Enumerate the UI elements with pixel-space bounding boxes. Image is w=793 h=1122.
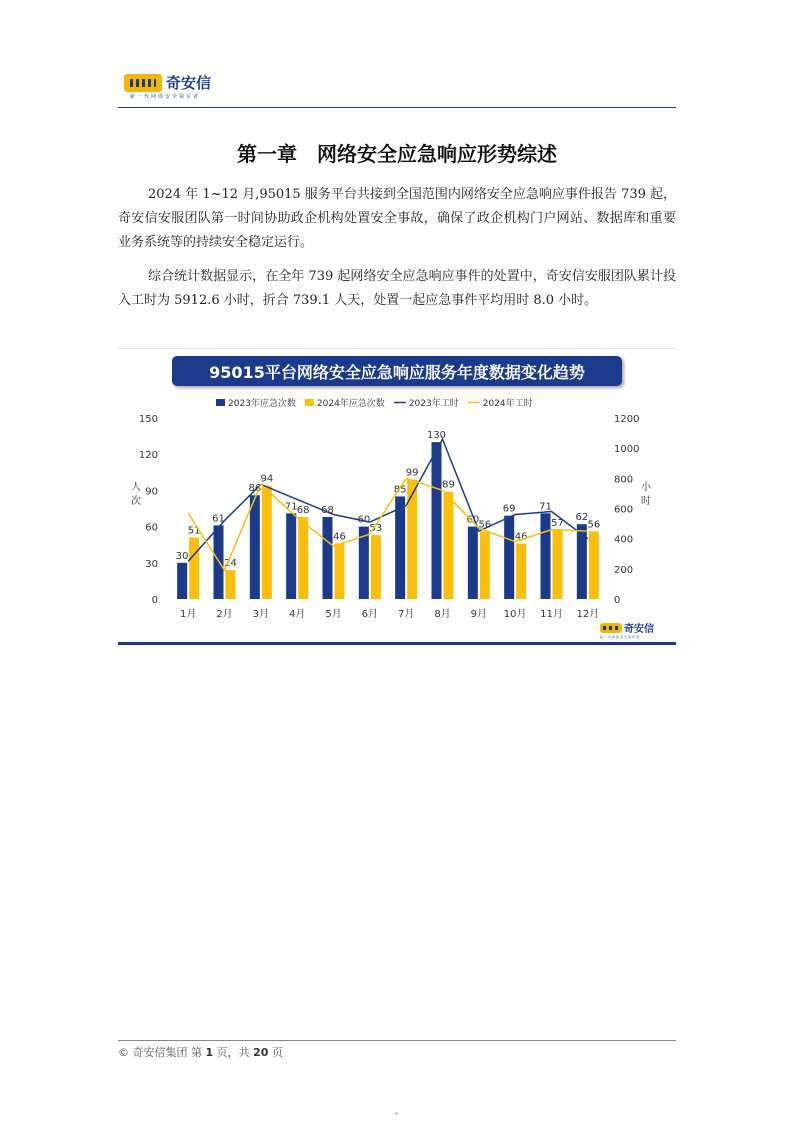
y-left-tick: 60 <box>145 522 158 534</box>
bar-2023 <box>577 524 587 599</box>
chart-area <box>118 392 676 628</box>
bar-value-label: 62 <box>575 512 589 524</box>
y-right-tick: 1000 <box>614 444 640 456</box>
page-prefix: 第 <box>191 1046 202 1059</box>
bar-2024 <box>407 480 417 599</box>
bar-value-label: 56 <box>587 519 601 531</box>
bar-value-label: 30 <box>175 550 189 562</box>
chart-watermark-logo <box>600 620 654 635</box>
page-total: 20 <box>253 1046 269 1059</box>
line-2023-hours <box>188 439 588 561</box>
bar-2024 <box>480 531 490 599</box>
chart-top-divider <box>118 348 676 349</box>
y-left-label: 人 <box>131 482 141 493</box>
bar-2023 <box>395 496 405 599</box>
legend-label: 2023年应急次数 <box>228 399 296 409</box>
y-right-label: 小 <box>641 482 651 493</box>
y-right-tick: 600 <box>614 504 634 516</box>
y-right-tick: 200 <box>614 564 634 576</box>
x-tick-label: 5月 <box>325 609 342 620</box>
legend-label: 2024年应急次数 <box>316 399 385 409</box>
bar-value-label: 56 <box>478 519 492 531</box>
bar-2023 <box>177 563 187 599</box>
bar-value-label: 99 <box>405 467 419 479</box>
bar-2024 <box>335 543 345 599</box>
bar-2024 <box>226 570 236 599</box>
bar-2024 <box>444 492 454 599</box>
x-tick-label: 1月 <box>179 609 197 620</box>
watermark-name: 奇安信 <box>624 624 654 635</box>
bar-2023 <box>286 513 296 599</box>
legend-label: 2023年工时 <box>408 399 459 409</box>
paragraph-1: 2024 年 1~12 月,95015 服务平台共接到全国范围内网络安全应急响应事件报告 739 起，奇安信安服团队第一时间协助政企机构处置安全事故，确保了政企机构门户网站、数据库和重要业务系统等的持续安全稳定运行。 <box>118 187 676 250</box>
bar-value-label: 53 <box>369 523 383 535</box>
bar-value-label: 86 <box>248 483 262 495</box>
bar-2024 <box>516 543 526 599</box>
legend-swatch <box>216 399 225 406</box>
y-left-tick: 0 <box>151 595 158 606</box>
x-tick-label: 4月 <box>288 609 306 620</box>
page-footer <box>118 1044 283 1060</box>
logo-badge-icon <box>124 74 162 92</box>
y-right-label: 时 <box>641 496 651 507</box>
legend-label: 2024年工时 <box>482 399 533 409</box>
bar-2023 <box>468 527 478 599</box>
y-left-tick: 120 <box>138 450 158 462</box>
logo-slogan: 新一代网络安全领军者 <box>130 94 201 100</box>
y-right-tick: 1200 <box>614 414 640 425</box>
bar-value-label: 60 <box>466 514 480 526</box>
bar-2023 <box>504 516 514 599</box>
bar-value-label: 51 <box>187 525 201 537</box>
bar-2023 <box>250 495 260 599</box>
page-header <box>118 70 676 110</box>
x-tick-label: 12月 <box>576 609 600 620</box>
page-number: 1 <box>205 1046 214 1059</box>
bar-2023 <box>432 442 442 599</box>
bar-2024 <box>262 486 272 599</box>
y-right-tick: 400 <box>614 534 634 546</box>
bar-value-label: 68 <box>321 504 334 516</box>
bar-value-label: 24 <box>224 558 237 570</box>
y-right-tick: 0 <box>614 595 621 606</box>
bar-value-label: 61 <box>212 513 225 525</box>
x-tick-label: 8月 <box>434 609 451 620</box>
bar-value-label: 68 <box>296 504 310 516</box>
bar-value-label: 46 <box>333 531 346 543</box>
chart-bottom-divider <box>118 642 676 645</box>
x-tick-label: 9月 <box>470 609 488 620</box>
bar-value-label: 130 <box>426 430 447 442</box>
x-tick-label: 11月 <box>540 609 563 620</box>
bar-value-label: 69 <box>502 503 516 515</box>
bar-2024 <box>553 530 563 599</box>
x-tick-label: 7月 <box>397 609 415 620</box>
bar-2023 <box>323 517 333 599</box>
bar-2024 <box>589 531 599 599</box>
x-tick-label: 3月 <box>252 609 270 620</box>
footer-copyright: © 奇安信集团 <box>118 1046 188 1059</box>
y-left-tick: 30 <box>145 558 158 570</box>
bar-value-label: 71 <box>284 501 298 513</box>
header-divider <box>118 107 676 108</box>
bar-2023 <box>541 513 551 599</box>
chapter-title: 第一章 网络安全应急响应形势综述 <box>237 142 557 166</box>
page-middle: 页，共 <box>216 1046 250 1059</box>
x-tick-label: 10月 <box>503 609 527 620</box>
bar-2024 <box>371 535 381 599</box>
bar-value-label: 60 <box>357 514 371 526</box>
page-suffix: 页 <box>271 1046 283 1059</box>
bar-value-label: 46 <box>514 531 528 543</box>
bar-value-label: 94 <box>260 473 274 485</box>
y-left-label: 次 <box>131 496 141 507</box>
company-logo <box>124 72 211 93</box>
footer-divider <box>118 1040 676 1041</box>
x-tick-label: 6月 <box>361 609 379 620</box>
bar-value-label: 89 <box>442 479 455 491</box>
watermark-slogan: 新一代网络安全领军者 <box>600 635 641 639</box>
paragraph-2: 综合统计数据显示，在全年 739 起网络安全应急响应事件的处置中，奇安信安服团队累计投入工时为 5912.6 小时，折合 739.1 人天，处置一起应急事件平均用时 8.0 小时。 <box>118 269 676 308</box>
y-right-tick: 800 <box>614 474 634 486</box>
chart-title-banner <box>172 356 622 386</box>
legend-swatch <box>305 399 314 406</box>
logo-name: 奇安信 <box>166 74 212 92</box>
bar-value-label: 85 <box>393 484 407 496</box>
y-left-tick: 150 <box>138 414 158 425</box>
bar-value-label: 57 <box>551 518 564 530</box>
y-left-tick: 90 <box>145 486 158 498</box>
bar-2024 <box>189 537 199 599</box>
chart-title: 95015平台网络安全应急响应服务年度数据变化趋势 <box>209 362 585 382</box>
watermark-badge-icon <box>600 623 622 633</box>
page-dot <box>395 1112 398 1115</box>
bar-2024 <box>298 517 308 599</box>
bar-value-label: 71 <box>539 501 552 513</box>
x-tick-label: 2月 <box>216 609 233 620</box>
